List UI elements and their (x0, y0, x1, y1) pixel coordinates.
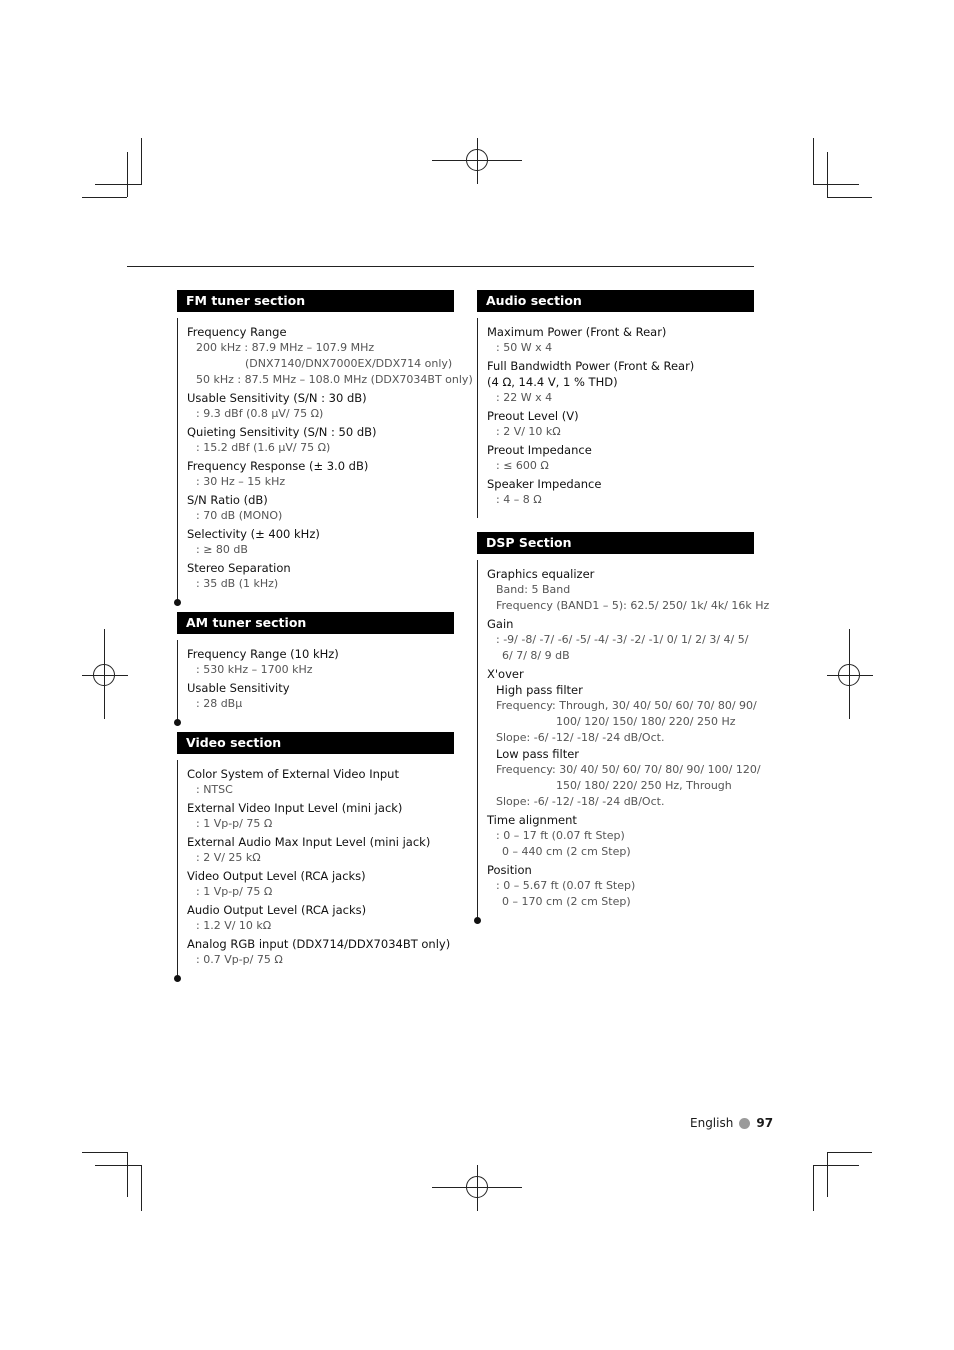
section-end-dot (474, 917, 481, 924)
video-section (177, 732, 454, 978)
spec-value: Slope: -6/ -12/ -18/ -24 dB/Oct. (496, 795, 665, 808)
section-body (177, 760, 454, 978)
spec-label: Graphics equalizer (487, 567, 595, 581)
am-tuner-section (177, 612, 454, 722)
spec-label: S/N Ratio (dB) (187, 493, 268, 507)
left-column (177, 290, 473, 978)
fm-tuner-section (177, 290, 473, 602)
spec-value: : 30 Hz – 15 kHz (196, 475, 286, 488)
spec-value: : 1 Vp-p/ 75 Ω (196, 817, 273, 830)
spec-sublabel: High pass filter (496, 683, 583, 697)
spec-value: 200 kHz : 87.9 MHz – 107.9 MHz (196, 341, 375, 354)
spec-label: Full Bandwidth Power (Front & Rear) (487, 359, 695, 373)
spec-value: : ≤ 600 Ω (496, 459, 549, 472)
spec-label: Analog RGB input (DDX714/DDX7034BT only) (187, 937, 451, 951)
spec-label: X'over (487, 667, 524, 681)
spec-label: External Video Input Level (mini jack) (187, 801, 403, 815)
spec-value: : 0 – 17 ft (0.07 ft Step) (496, 829, 625, 842)
spec-sublabel: Low pass filter (496, 747, 580, 761)
section-heading: Audio section (477, 290, 754, 312)
spec-item (487, 442, 754, 474)
section-heading: AM tuner section (177, 612, 454, 634)
spec-item (487, 812, 754, 860)
spec-item (187, 902, 454, 934)
bullet-icon (739, 1118, 750, 1129)
spec-label: Quieting Sensitivity (S/N : 50 dB) (187, 425, 377, 439)
spec-label: Frequency Range (187, 325, 287, 339)
spec-label: Stereo Separation (187, 561, 291, 575)
section-body (477, 560, 770, 920)
spec-item (487, 358, 754, 406)
section-end-dot (174, 599, 181, 606)
spec-item (187, 560, 454, 592)
spec-value: : -9/ -8/ -7/ -6/ -5/ -4/ -3/ -2/ -1/ 0/ 1/ 2/ 3/ 4/ 5/ (496, 633, 749, 646)
spec-value: : 4 – 8 Ω (496, 493, 542, 506)
section-end-dot (174, 719, 181, 726)
spec-value: 0 – 440 cm (2 cm Step) (502, 845, 631, 858)
spec-value: 0 – 170 cm (2 cm Step) (502, 895, 631, 908)
spec-label: Position (487, 863, 532, 877)
spec-item (487, 616, 754, 664)
page-footer (690, 1114, 773, 1132)
section-end-dot (174, 975, 181, 982)
spec-item (487, 666, 761, 810)
spec-item (487, 862, 754, 910)
section-body (177, 318, 473, 602)
spec-value: : 0 – 5.67 ft (0.07 ft Step) (496, 879, 636, 892)
spec-item (187, 800, 454, 832)
spec-label: Frequency Range (10 kHz) (187, 647, 339, 661)
spec-label: Preout Level (V) (487, 409, 579, 423)
header-rule (127, 266, 754, 267)
spec-item (187, 324, 473, 388)
spec-item (187, 492, 454, 524)
spec-value: : 1.2 V/ 10 kΩ (196, 919, 272, 932)
spec-value: 50 kHz : 87.5 MHz – 108.0 MHz (DDX7034BT only) (196, 373, 473, 386)
spec-value: 100/ 120/ 150/ 180/ 220/ 250 Hz (556, 715, 736, 728)
spec-value: (DNX7140/DNX7000EX/DDX714 only) (245, 357, 453, 370)
spec-value: : 50 W x 4 (496, 341, 553, 354)
spec-label: External Audio Max Input Level (mini jack) (187, 835, 431, 849)
spec-label: (4 Ω, 14.4 V, 1 % THD) (487, 375, 618, 389)
spec-value: Slope: -6/ -12/ -18/ -24 dB/Oct. (496, 731, 665, 744)
spec-label: Color System of External Video Input (187, 767, 399, 781)
language-label: English (690, 1116, 734, 1130)
page-number: 97 (756, 1116, 774, 1130)
spec-label: Audio Output Level (RCA jacks) (187, 903, 367, 917)
spec-value: : 9.3 dBf (0.8 μV/ 75 Ω) (196, 407, 324, 420)
dsp-section (477, 532, 770, 920)
spec-value: : 70 dB (MONO) (196, 509, 283, 522)
spec-item (187, 424, 454, 456)
spec-label: Video Output Level (RCA jacks) (187, 869, 366, 883)
spec-value: : NTSC (196, 783, 233, 796)
spec-value: Frequency (BAND1 – 5): 62.5/ 250/ 1k/ 4k/ 16k Hz (496, 599, 770, 612)
spec-item (187, 526, 454, 558)
spec-label: Usable Sensitivity (S/N : 30 dB) (187, 391, 367, 405)
spec-label: Maximum Power (Front & Rear) (487, 325, 667, 339)
spec-item (187, 834, 454, 866)
spec-label: Usable Sensitivity (187, 681, 290, 695)
spec-value: : 2 V/ 10 kΩ (496, 425, 561, 438)
spec-item (187, 766, 454, 798)
spec-value: : ≥ 80 dB (196, 543, 248, 556)
spec-value: Band: 5 Band (496, 583, 571, 596)
spec-item (187, 868, 454, 900)
right-column (477, 290, 770, 920)
spec-value: : 2 V/ 25 kΩ (196, 851, 261, 864)
spec-item (487, 408, 754, 440)
spec-item (187, 390, 454, 422)
spec-label: Speaker Impedance (487, 477, 602, 491)
spec-value: 150/ 180/ 220/ 250 Hz, Through (556, 779, 732, 792)
spec-value: Frequency: Through, 30/ 40/ 50/ 60/ 70/ 80/ 90/ (496, 699, 757, 712)
spec-item (187, 936, 454, 968)
spec-value: : 28 dBμ (196, 697, 243, 710)
spec-item (487, 324, 754, 356)
spec-label: Frequency Response (± 3.0 dB) (187, 459, 369, 473)
spec-value: 6/ 7/ 8/ 9 dB (502, 649, 570, 662)
spec-item (187, 680, 454, 712)
section-body (177, 640, 454, 722)
section-body (477, 318, 754, 518)
section-heading: Video section (177, 732, 454, 754)
spec-value: : 15.2 dBf (1.6 μV/ 75 Ω) (196, 441, 331, 454)
spec-value: : 0.7 Vp-p/ 75 Ω (196, 953, 283, 966)
spec-label: Time alignment (487, 813, 577, 827)
spec-value: : 35 dB (1 kHz) (196, 577, 279, 590)
audio-section (477, 290, 754, 518)
section-heading: DSP Section (477, 532, 754, 554)
spec-value: Frequency: 30/ 40/ 50/ 60/ 70/ 80/ 90/ 100/ 120/ (496, 763, 761, 776)
section-heading: FM tuner section (177, 290, 454, 312)
spec-value: : 530 kHz – 1700 kHz (196, 663, 313, 676)
spec-item (487, 566, 770, 614)
spec-label: Preout Impedance (487, 443, 592, 457)
spec-item (187, 646, 454, 678)
spec-value: : 22 W x 4 (496, 391, 553, 404)
spec-item (487, 476, 754, 508)
spec-label: Gain (487, 617, 514, 631)
spec-label: Selectivity (± 400 kHz) (187, 527, 320, 541)
spec-item (187, 458, 454, 490)
spec-value: : 1 Vp-p/ 75 Ω (196, 885, 273, 898)
